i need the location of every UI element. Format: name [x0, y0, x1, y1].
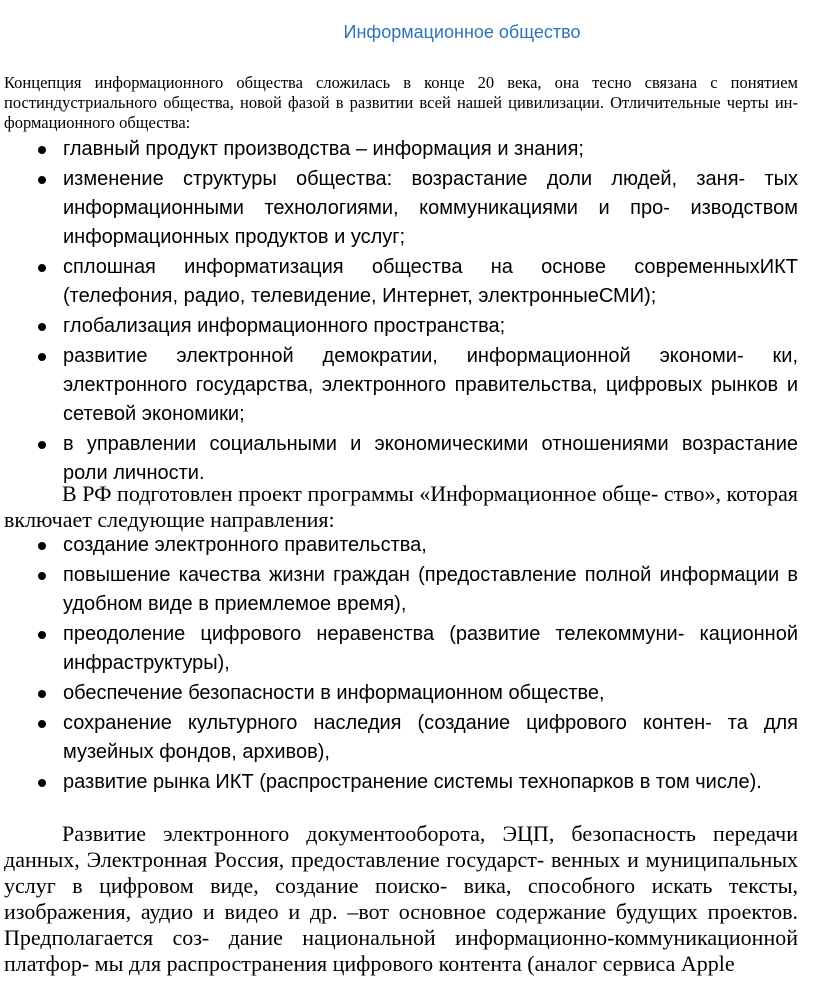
list-item — [38, 253, 798, 311]
list-item — [38, 768, 798, 797]
bullet-icon — [38, 631, 46, 639]
list-item-text: сплошная информатизация общества на основе современныхИКТ (телефония, радио, телевидение, Интернет, электронныеСМИ); — [63, 256, 798, 307]
list-item — [38, 561, 798, 619]
list-item-text: сохранение культурного наследия (создание цифрового контен- та для музейных фондов, архивов), — [63, 712, 798, 763]
page-title: Информационное общество — [343, 22, 581, 42]
bullet-icon — [38, 441, 46, 449]
list-item — [38, 620, 798, 678]
list-item — [38, 165, 798, 252]
directions-list — [38, 531, 798, 798]
bullet-icon — [38, 720, 46, 728]
bullet-icon — [38, 146, 46, 154]
list-item — [38, 679, 798, 708]
list-item-text: главный продукт производства – информация и знания; — [63, 138, 584, 160]
intro-paragraph: Концепция информационного общества сложилась в конце 20 века, она тесно связана с понятием постиндустриального общества, новой фазой в развитии всей нашей цивилизации. Отличительные черты ин- формационного общества: — [4, 73, 798, 132]
bullet-icon — [38, 572, 46, 580]
program-paragraph: В РФ подготовлен проект программы «Информационное обще- ство», которая включает следующие направления: — [4, 481, 798, 532]
list-item — [38, 312, 798, 341]
list-item-text: обеспечение безопасности в информационном обществе, — [63, 682, 605, 704]
list-item-text: развитие рынка ИКТ (распространение системы технопарков в том числе). — [63, 771, 762, 793]
bullet-icon — [38, 323, 46, 331]
bullet-icon — [38, 264, 46, 272]
bullet-icon — [38, 353, 46, 361]
list-item — [38, 430, 798, 488]
list-item-text: развитие электронной демократии, информационной экономи- ки, электронного государства, электронного правительства, цифровых рынков и сетевой экономики; — [63, 345, 798, 425]
list-item-text: повышение качества жизни граждан (предоставление полной информации в удобном виде в приемлемое время), — [63, 564, 798, 615]
list-item-text: изменение структуры общества: возрастание доли людей, заня- тых информационными технологиями, коммуникациями и про- изводством информационных продуктов и услуг; — [63, 168, 798, 248]
list-item-text: создание электронного правительства, — [63, 534, 427, 556]
list-item — [38, 135, 798, 164]
bullet-icon — [38, 779, 46, 787]
list-item-text: преодоление цифрового неравенства (развитие телекоммуни- кационной инфраструктуры), — [63, 623, 798, 674]
bullet-icon — [38, 542, 46, 550]
bullet-icon — [38, 176, 46, 184]
bullet-icon — [38, 690, 46, 698]
list-item-text: глобализация информационного пространства; — [63, 315, 506, 337]
closing-paragraph: Развитие электронного документооборота, ЭЦП, безопасность передачи данных, Электронная Россия, предоставление государст- венных и муниципальных услуг в цифровом виде, создание поиско- вика, способного искать тексты, изображения, аудио и видео и др. –вот основное содержание будущих проектов. Предполагается соз- дание национальной информационно-коммуникационной платфор- мы для распространения цифрового контента (аналог сервиса Apple — [4, 821, 798, 976]
list-item — [38, 709, 798, 767]
list-item — [38, 342, 798, 429]
list-item — [38, 531, 798, 560]
list-item-text: в управлении социальными и экономическими отношениями возрастание роли личности. — [63, 433, 798, 484]
features-list — [38, 135, 798, 489]
